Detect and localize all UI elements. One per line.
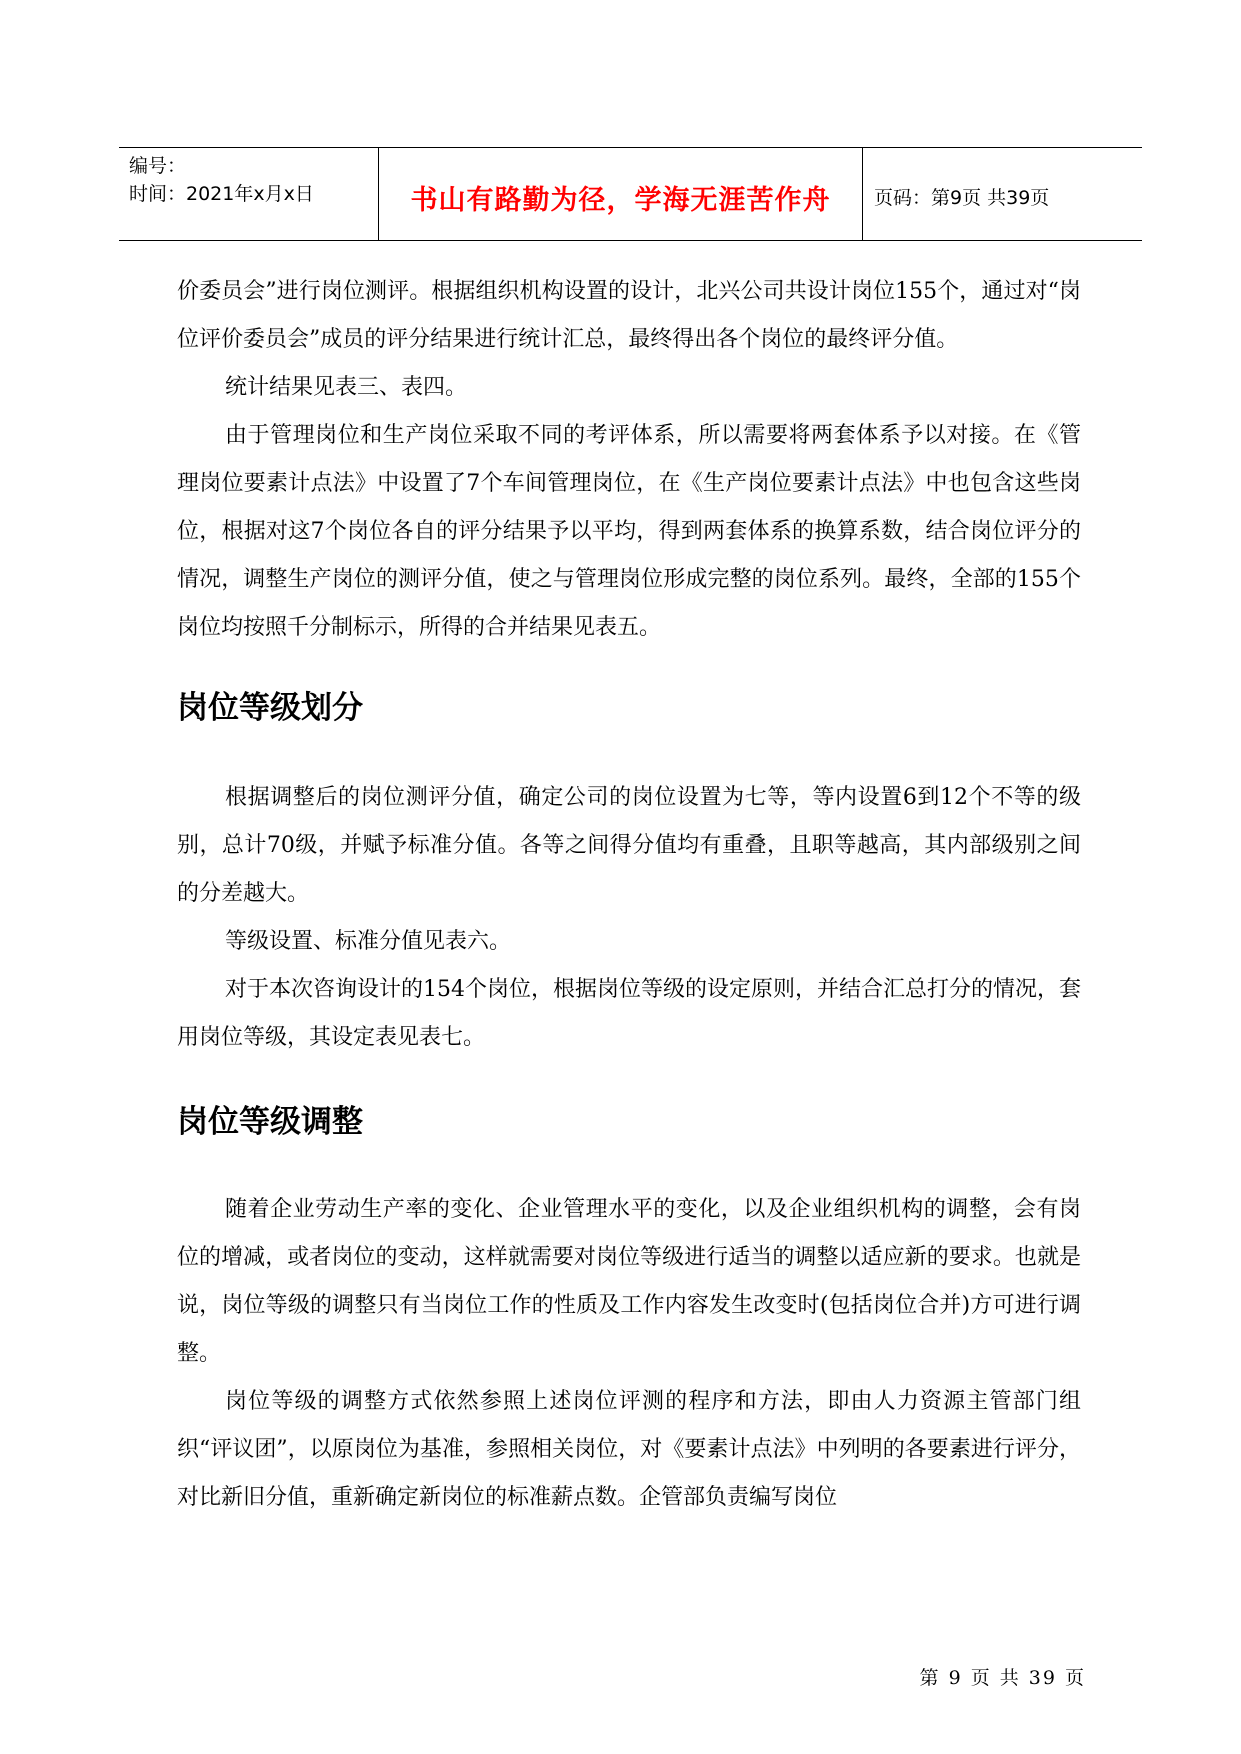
paragraph: 价委员会”进行岗位测评。根据组织机构设置的设计，北兴公司共设计岗位155个，通过对“岗位评价委员会”成员的评分结果进行统计汇总，最终得出各个岗位的最终评分值。 (177, 279, 1081, 352)
header-meta-cell (119, 148, 379, 240)
paragraph: 统计结果见表三、表四。 (225, 375, 468, 400)
document-header (119, 147, 1142, 241)
paragraph: 根据调整后的岗位测评分值，确定公司的岗位设置为七等，等内设置6到12个不等的级别，总计70级，并赋予标准分值。各等之间得分值均有重叠，且职等越高，其内部级别之间的分差越大。 (177, 785, 1081, 906)
header-motto: 书山有路勤为径，学海无涯苦作舟 (410, 185, 831, 216)
section-heading: 岗位等级调整 (177, 1104, 363, 1140)
section-heading: 岗位等级划分 (177, 690, 363, 726)
document-time-label: 时间：2021年x月x日 (129, 183, 314, 205)
paragraph: 岗位等级的调整方式依然参照上述岗位评测的程序和方法，即由人力资源主管部门组织“评议团”，以原岗位为基准，参照相关岗位，对《要素计点法》中列明的各要素进行评分，对比新旧分值，重新确定新岗位的标准薪点数。企管部负责编写岗位 (177, 1389, 1081, 1510)
paragraph: 等级设置、标准分值见表六。 (225, 929, 512, 954)
paragraph: 对于本次咨询设计的154个岗位，根据岗位等级的设定原则，并结合汇总打分的情况，套用岗位等级，其设定表见表七。 (177, 977, 1081, 1050)
header-page-info: 页码：第9页 共39页 (874, 187, 1050, 209)
page-footer: 第 9 页 共 39 页 (919, 1667, 1086, 1689)
document-number-label: 编号： (129, 155, 187, 177)
paragraph: 随着企业劳动生产率的变化、企业管理水平的变化，以及企业组织机构的调整，会有岗位的增减，或者岗位的变动，这样就需要对岗位等级进行适当的调整以适应新的要求。也就是说，岗位等级的调整只有当岗位工作的性质及工作内容发生改变时(包括岗位合并)方可进行调整。 (177, 1197, 1081, 1366)
header-page-cell (864, 148, 1142, 240)
header-motto-cell (379, 148, 863, 240)
paragraph: 由于管理岗位和生产岗位采取不同的考评体系，所以需要将两套体系予以对接。在《管理岗位要素计点法》中设置了7个车间管理岗位，在《生产岗位要素计点法》中也包含这些岗位，根据对这7个岗位各自的评分结果予以平均，得到两套体系的换算系数，结合岗位评分的情况，调整生产岗位的测评分值，使之与管理岗位形成完整的岗位系列。最终，全部的155个岗位均按照千分制标示，所得的合并结果见表五。 (177, 423, 1081, 640)
document-body (177, 268, 1081, 1522)
